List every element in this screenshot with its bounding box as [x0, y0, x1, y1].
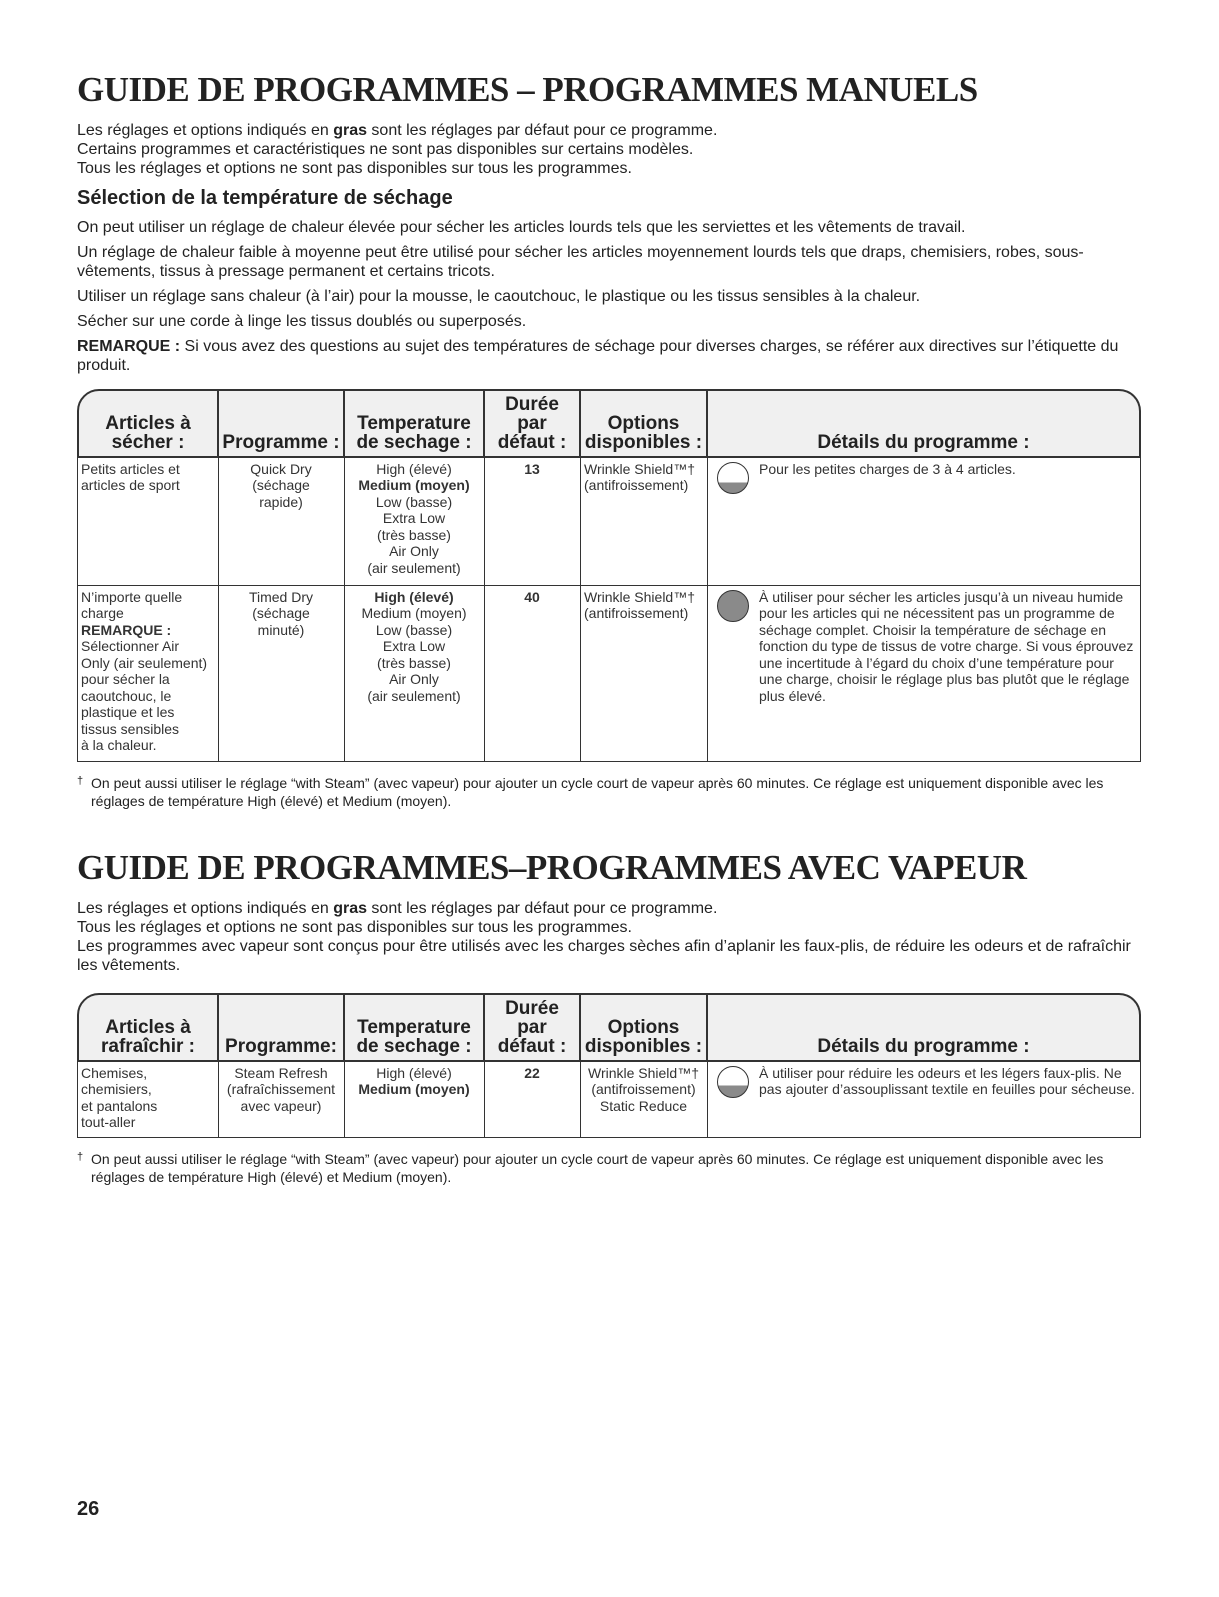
articles-note-label: REMARQUE : [81, 621, 172, 638]
cell-details: À utiliser pour réduire les odeurs et les légers faux-plis. Ne pas ajouter d’assouplissant textile en feuilles pour sécheuse. [708, 1062, 1141, 1138]
dial-full-icon [717, 590, 749, 622]
temperature-paragraphs [77, 218, 1141, 375]
header-duree: Durée par défaut : [485, 993, 581, 1062]
manual-cycles-table [77, 389, 1141, 762]
cell-details: À utiliser pour sécher les articles jusqu’à un niveau humide pour les articles qui ne nécessitent pas un programme de séchage complet. Choisir la température de séchage en fonction du type de tissus de votre charge. Si vous éprouvez une incertitude à l’égard du choix d’une température pour une charge, choisir le réglage plus bas plutôt que le réglage plus élevé. [708, 586, 1141, 762]
cell-duree: 40 [485, 586, 581, 762]
header-programme: Programme : [219, 389, 345, 458]
cell-duree: 13 [485, 458, 581, 586]
dial-mid-icon [717, 1066, 749, 1098]
header-articles: Articles à sécher : [77, 389, 219, 458]
section-title-steam: GUIDE DE PROGRAMMES–PROGRAMMES AVEC VAPEUR [77, 847, 1027, 887]
intro-line: Tous les réglages et options ne sont pas disponibles sur tous les programmes. [77, 918, 632, 936]
paragraph: Utiliser un réglage sans chaleur (à l’air) pour la mousse, le caoutchouc, le plastique ou les tissus sensibles à la chaleur. [77, 287, 921, 305]
header-temperature: Temperature de sechage : [345, 389, 485, 458]
header-articles: Articles à rafraîchir : [77, 993, 219, 1062]
note-label: REMARQUE : [77, 337, 181, 355]
header-temperature: Temperature de sechage : [345, 993, 485, 1062]
manual-intro [77, 121, 1141, 178]
note-paragraph: REMARQUE : Si vous avez des questions au sujet des températures de séchage pour diverses charges, se référer aux directives sur l’étiquette du produit. [77, 337, 1119, 374]
cell-options: Wrinkle Shield™† (antifroissement) [581, 458, 708, 586]
intro-line: Les programmes avec vapeur sont conçus pour être utilisés avec les charges sèches afin d’aplanir les faux-plis, de réduire les odeurs et de rafraîchir les vêtements. [77, 937, 1131, 974]
intro-line: Tous les réglages et options ne sont pas disponibles sur tous les programmes. [77, 159, 632, 177]
paragraph: Un réglage de chaleur faible à moyenne peut être utilisé pour sécher les articles moyennement lourds tels que draps, chemisiers, robes, sous-vêtements, tissus à pressage permanent et certains tricots. [77, 243, 1084, 280]
cell-programme: Timed Dry (séchage minuté) [219, 586, 345, 762]
intro-line: Certains programmes et caractéristiques ne sont pas disponibles sur certains modèles. [77, 140, 694, 158]
table-row [77, 458, 1141, 586]
cell-details: Pour les petites charges de 3 à 4 articles. [708, 458, 1141, 586]
cell-articles: N’importe quelle charge REMARQUE : Sélectionner Air Only (air seulement) pour sécher la caoutchouc, le plastique et les tissus sensibles à la chaleur. [77, 586, 219, 762]
cell-articles: Chemises, chemisiers, et pantalons tout-aller [77, 1062, 219, 1138]
paragraph: On peut utiliser un réglage de chaleur élevée pour sécher les articles lourds tels que les serviettes et les vêtements de travail. [77, 218, 966, 236]
table-row [77, 1062, 1141, 1138]
cell-duree: 22 [485, 1062, 581, 1138]
cell-options: Wrinkle Shield™† (antifroissement) Static Reduce [581, 1062, 708, 1138]
cell-temperature: High (élevé) Medium (moyen) Low (basse) Extra Low (très basse) Air Only (air seulement) [345, 458, 485, 586]
header-options: Options disponibles : [581, 993, 708, 1062]
cell-temperature: High (élevé) Medium (moyen) [345, 1062, 485, 1138]
steam-footnote: † On peut aussi utiliser le réglage “with Steam” (avec vapeur) pour ajouter un cycle court de vapeur après 60 minutes. Ce réglage est uniquement disponible avec les réglages de température High (élevé) et Medium (moyen). [77, 1150, 1104, 1185]
header-duree: Durée par défaut : [485, 389, 581, 458]
header-programme: Programme: [219, 993, 345, 1062]
table-header-row [77, 993, 1141, 1062]
cell-options: Wrinkle Shield™† (antifroissement) [581, 586, 708, 762]
page [77, 72, 1141, 1186]
steam-cycles-table [77, 993, 1141, 1138]
subtitle-temperature: Sélection de la température de séchage [77, 186, 453, 209]
header-details: Détails du programme : [708, 389, 1141, 458]
cell-programme: Steam Refresh (rafraîchissement avec vapeur) [219, 1062, 345, 1138]
table-row [77, 586, 1141, 762]
table-header-row [77, 389, 1141, 458]
dial-low-icon [717, 462, 749, 494]
section-title-manual: GUIDE DE PROGRAMMES – PROGRAMMES MANUELS [77, 70, 978, 109]
manual-footnote: † On peut aussi utiliser le réglage “with Steam” (avec vapeur) pour ajouter un cycle court de vapeur après 60 minutes. Ce réglage est uniquement disponible avec les réglages de température High (élevé) et Medium (moyen). [77, 774, 1104, 809]
cell-temperature: High (élevé) Medium (moyen) Low (basse) Extra Low (très basse) Air Only (air seulement) [345, 586, 485, 762]
steam-intro [77, 899, 1141, 975]
header-details: Détails du programme : [708, 993, 1141, 1062]
header-options: Options disponibles : [581, 389, 708, 458]
intro-line: Les réglages et options indiqués en gras sont les réglages par défaut pour ce programme. [77, 899, 718, 917]
cell-programme: Quick Dry (séchage rapide) [219, 458, 345, 586]
page-number: 26 [77, 1498, 100, 1520]
intro-line: Les réglages et options indiqués en gras sont les réglages par défaut pour ce programme. [77, 121, 718, 139]
paragraph: Sécher sur une corde à linge les tissus doublés ou superposés. [77, 312, 527, 330]
cell-articles: Petits articles et articles de sport [77, 458, 219, 586]
